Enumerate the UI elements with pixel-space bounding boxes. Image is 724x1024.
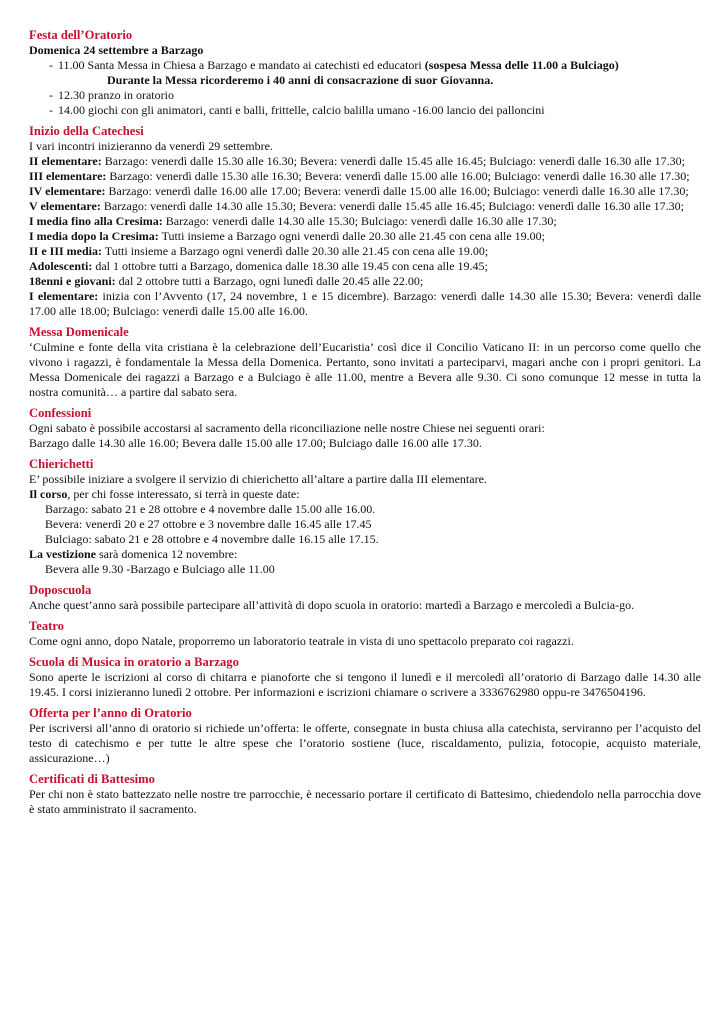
festa-note: Durante la Messa ricorderemo i 40 anni di consacrazione di suor Giovanna. <box>107 73 494 87</box>
section-doposcuola <box>29 583 701 613</box>
document-page <box>29 28 701 823</box>
section-title-festa: Festa dell’Oratorio <box>29 28 133 42</box>
catechesi-row: 18enni e giovani: dal 2 ottobre tutti a Barzago, ogni lunedì dalle 20.45 alle 22.00; <box>29 274 424 288</box>
catechesi-row: III elementare: Barzago: venerdì dalle 15.30 alle 16.30; Bevera: venerdì dalle 15.00 alle 16.00; Bulciago: venerdì dalle 16.30 alle 17.30; <box>29 169 690 183</box>
section-title-battesimo: Certificati di Battesimo <box>29 772 155 786</box>
battesimo-text: Per chi non è stato battezzato nelle nostre tre parrocchie, è necessario portare il certificato di Battesimo, chiedendolo nella parrocchia dove è stato amministrato il sacramento. <box>29 787 701 816</box>
chierichetti-date: Barzago: sabato 21 e 28 ottobre e 4 novembre dalle 15.00 alle 16.00. <box>45 502 376 516</box>
section-title-messa: Messa Domenicale <box>29 325 129 339</box>
catechesi-row: II e III media: Tutti insieme a Barzago ogni venerdì dalle 20.30 alle 21.45 con cena alle 19.00; <box>29 244 489 258</box>
section-title-doposcuola: Doposcuola <box>29 583 92 597</box>
section-offerta <box>29 706 701 766</box>
offerta-text: Per iscriversi all’anno di oratorio si richiede un’offerta: le offerte, consegnate in busta chiusa alla catechista, serviranno per l’acquisto del testo di catechismo e per tutte le altre spese che l’oratorio sostiene (luce, riscaldamento, pulizia, fotocopie, acquisto materiale, assicurazione…) <box>29 721 701 765</box>
catechesi-row: Adolescenti: dal 1 ottobre tutti a Barzago, domenica dalle 18.30 alle 19.45 con cena alle 19.45; <box>29 259 488 273</box>
catechesi-row: II elementare: Barzago: venerdì dalle 15.30 alle 16.30; Bevera: venerdì dalle 15.45 alle 16.45; Bulciago: venerdì dalle 16.30 alle 17.30; <box>29 154 685 168</box>
section-title-offerta: Offerta per l’anno di Oratorio <box>29 706 192 720</box>
musica-text: Sono aperte le iscrizioni al corso di chitarra e pianoforte che si tengono il lunedì e il mercoledì all’oratorio di Barzago dalle 14.30 alle 19.45. I corsi inizieranno lunedì 2 ottobre. Per informazioni e iscrizioni chiamare o scrivere a 3336762980 oppu-re 3476504196. <box>29 670 701 699</box>
section-chierichetti <box>29 457 701 577</box>
section-title-catechesi: Inizio della Catechesi <box>29 124 144 138</box>
list-item: - 14.00 giochi con gli animatori, canti e balli, frittelle, calcio balilla umano -16.00 lancio dei palloncini <box>49 103 545 117</box>
teatro-text: Come ogni anno, dopo Natale, proporremo un laboratorio teatrale in vista di uno spettacolo preparato coi ragazzi. <box>29 634 574 648</box>
chierichetti-corso: Il corso, per chi fosse interessato, si terrà in queste date: <box>29 487 300 501</box>
section-teatro <box>29 619 701 649</box>
chierichetti-vestizione: La vestizione sarà domenica 12 novembre: <box>29 547 238 561</box>
confessioni-line1: Ogni sabato è possibile accostarsi al sacramento della riconciliazione nelle nostre Chiese nei seguenti orari: <box>29 421 545 435</box>
doposcuola-text: Anche quest’anno sarà possibile partecipare all’attività di dopo scuola in oratorio: martedì a Barzago e mercoledì a Bulcia-go. <box>29 598 635 612</box>
section-title-musica: Scuola di Musica in oratorio a Barzago <box>29 655 239 669</box>
catechesi-row: IV elementare: Barzago: venerdì dalle 16.00 alle 17.00; Bevera: venerdì dalle 15.00 alle 16.00; Bulciago: venerdì dalle 16.30 alle 17.30; <box>29 184 689 198</box>
chierichetti-vestizione-detail: Bevera alle 9.30 -Barzago e Bulciago alle 11.00 <box>45 562 275 576</box>
section-messa <box>29 325 701 400</box>
festa-list <box>29 58 701 118</box>
catechesi-intro: I vari incontri inizieranno da venerdì 29 settembre. <box>29 139 273 153</box>
catechesi-row: V elementare: Barzago: venerdì dalle 14.30 alle 15.30; Bevera: venerdì dalle 15.45 alle 16.45; Bulciago: venerdì dalle 16.30 alle 17.30; <box>29 199 685 213</box>
catechesi-row: I media fino alla Cresima: Barzago: venerdì dalle 14.30 alle 15.30; Bulciago: venerdì dalle 16.30 alle 17.30; <box>29 214 557 228</box>
chierichetti-intro: E’ possibile iniziare a svolgere il servizio di chierichetto all’altare a partire dalla III elementare. <box>29 472 487 486</box>
section-musica <box>29 655 701 700</box>
section-festa <box>29 28 701 118</box>
festa-date: Domenica 24 settembre a Barzago <box>29 43 204 57</box>
list-item: - 12.30 pranzo in oratorio <box>49 88 174 102</box>
section-confessioni <box>29 406 701 451</box>
section-title-teatro: Teatro <box>29 619 64 633</box>
list-item: - 11.00 Santa Messa in Chiesa a Barzago e mandato ai catechisti ed educatori (sospesa Messa delle 11.00 a Bulciago) <box>49 58 619 72</box>
catechesi-row: I media dopo la Cresima: Tutti insieme a Barzago ogni venerdì dalle 20.30 alle 21.45 con cena alle 19.00; <box>29 229 546 243</box>
catechesi-row: I elementare: inizia con l’Avvento (17, 24 novembre, 1 e 15 dicembre). Barzago: venerdì dalle 14.30 alle 15.30; Bevera: venerdì dalle 17.00 alle 18.00; Bulciago: venerdì dalle 15.00 alle 16.00. <box>29 289 701 318</box>
section-battesimo <box>29 772 701 817</box>
section-catechesi <box>29 124 701 319</box>
section-title-confessioni: Confessioni <box>29 406 92 420</box>
messa-text: ‘Culmine e fonte della vita cristiana è la celebrazione dell’Eucaristia’ così dice il Concilio Vaticano II: in un percorso come quello che vivono i ragazzi, è fondamentale la Messa della Domenica. Pertanto, sono invitati a parteciparvi, magari anche con i propri genitori. La Messa Domenicale dei ragazzi a Barzago e a Bulciago è alle 11.00, mentre a Bevera alle 9.30. Ci sono comunque 12 messe in tutta la nostra comunità… a partire dal sabato sera. <box>29 340 701 399</box>
chierichetti-date: Bulciago: sabato 21 e 28 ottobre e 4 novembre dalle 16.15 alle 17.15. <box>45 532 379 546</box>
section-title-chierichetti: Chierichetti <box>29 457 94 471</box>
chierichetti-date: Bevera: venerdì 20 e 27 ottobre e 3 novembre dalle 16.45 alle 17.45 <box>45 517 372 531</box>
confessioni-line2: Barzago dalle 14.30 alle 16.00; Bevera dalle 15.00 alle 17.00; Bulciago dalle 16.00 alle 17.30. <box>29 436 482 450</box>
